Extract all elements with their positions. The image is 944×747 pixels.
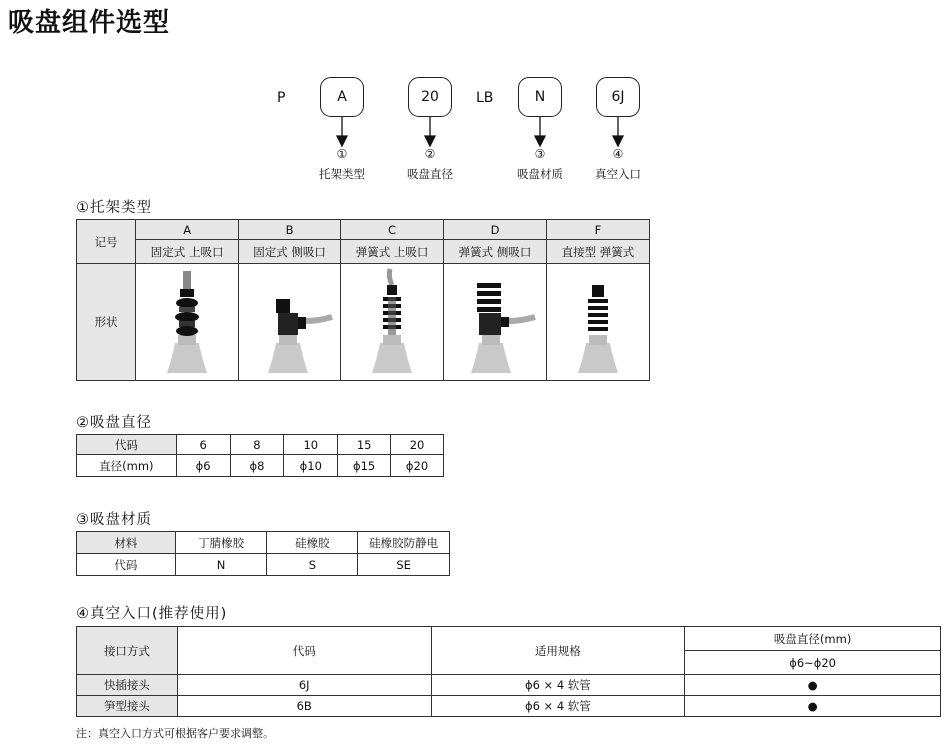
code-arrows xyxy=(0,0,944,160)
code-prefix-p: P xyxy=(277,90,286,106)
vacuum-row-code: 6B xyxy=(177,696,431,717)
caption-num-4: ④ xyxy=(612,147,624,161)
section-heading-diameter: ②吸盘直径 xyxy=(76,415,152,431)
code-box-material: N xyxy=(518,77,562,117)
bracket-image-a xyxy=(136,264,239,381)
diameter-code-cell: 6 xyxy=(176,435,230,455)
caption-num-2: ② xyxy=(424,147,436,161)
bracket-name-b: 固定式 侧吸口 xyxy=(239,240,341,264)
caption-num-3: ③ xyxy=(534,147,546,161)
vacuum-row-spec: ϕ6 × 4 软管 xyxy=(431,696,685,717)
caption-diameter: 吸盘直径 xyxy=(407,167,453,181)
diameter-row-label: 直径(mm) xyxy=(77,455,177,477)
diameter-table xyxy=(76,434,444,477)
vacuum-header-code: 代码 xyxy=(177,627,431,675)
bracket-table xyxy=(76,219,650,381)
caption-material: 吸盘材质 xyxy=(517,167,563,181)
material-code-cell: S xyxy=(267,554,358,576)
bracket-code-a: A xyxy=(136,220,239,240)
code-fixed-lb: LB xyxy=(476,90,494,106)
material-name-cell: 硅橡胶防静电 xyxy=(358,532,450,554)
bracket-code-d: D xyxy=(444,220,547,240)
diameter-header-label: 代码 xyxy=(77,435,177,455)
bracket-code-f: F xyxy=(546,220,649,240)
arrow-down-icon xyxy=(425,136,435,146)
diameter-value-cell: ϕ8 xyxy=(230,455,284,477)
diameter-code-cell: 10 xyxy=(284,435,338,455)
caption-bracket: 托架类型 xyxy=(319,167,365,181)
vacuum-header-method: 接口方式 xyxy=(77,627,178,675)
material-code-cell: SE xyxy=(358,554,450,576)
material-table xyxy=(76,531,450,576)
vacuum-row-spec: ϕ6 × 4 软管 xyxy=(431,675,685,696)
caption-num-1: ① xyxy=(336,147,348,161)
row-label-shape: 形状 xyxy=(77,264,136,381)
diameter-code-cell: 20 xyxy=(391,435,444,455)
code-box-diameter: 20 xyxy=(408,77,452,117)
section-heading-vacuum: ④真空入口(推荐使用) xyxy=(76,606,228,622)
material-name-cell: 硅橡胶 xyxy=(267,532,358,554)
bracket-image-f xyxy=(546,264,649,381)
diameter-value-cell: ϕ10 xyxy=(284,455,338,477)
vacuum-header-spec: 适用规格 xyxy=(431,627,685,675)
vacuum-row-mark: ● xyxy=(685,696,941,717)
section-heading-bracket: ①托架类型 xyxy=(76,200,152,216)
bracket-image-d xyxy=(444,264,547,381)
material-row-label: 代码 xyxy=(77,554,176,576)
bracket-image-c xyxy=(341,264,444,381)
vacuum-table xyxy=(76,626,941,717)
bracket-code-b: B xyxy=(239,220,341,240)
diameter-value-cell: ϕ6 xyxy=(176,455,230,477)
bracket-name-a: 固定式 上吸口 xyxy=(136,240,239,264)
caption-vacuum: 真空入口 xyxy=(595,167,641,181)
bracket-name-c: 弹簧式 上吸口 xyxy=(341,240,444,264)
material-code-cell: N xyxy=(175,554,267,576)
bracket-code-c: C xyxy=(341,220,444,240)
diameter-value-cell: ϕ15 xyxy=(338,455,391,477)
diameter-code-cell: 8 xyxy=(230,435,284,455)
bracket-name-d: 弹簧式 侧吸口 xyxy=(444,240,547,264)
material-header-label: 材料 xyxy=(77,532,176,554)
diameter-code-cell: 15 xyxy=(338,435,391,455)
vacuum-header-diameter: 吸盘直径(mm) xyxy=(685,627,941,651)
page-title: 吸盘组件选型 xyxy=(8,8,171,38)
vacuum-header-range: ϕ6~ϕ20 xyxy=(685,651,941,675)
arrow-down-icon xyxy=(337,136,347,146)
bracket-image-b xyxy=(239,264,341,381)
code-box-vacuum: 6J xyxy=(596,77,640,117)
code-box-bracket: A xyxy=(320,77,364,117)
section-heading-material: ③吸盘材质 xyxy=(76,512,152,528)
vacuum-row-mark: ● xyxy=(685,675,941,696)
vacuum-row-code: 6J xyxy=(177,675,431,696)
arrow-down-icon xyxy=(613,136,623,146)
diameter-value-cell: ϕ20 xyxy=(391,455,444,477)
vacuum-row-method: 快插接头 xyxy=(77,675,178,696)
row-label-code: 记号 xyxy=(77,220,136,264)
bracket-name-f: 直接型 弹簧式 xyxy=(546,240,649,264)
vacuum-row-method: 笋型接头 xyxy=(77,696,178,717)
footnote: 注：真空入口方式可根据客户要求调整。 xyxy=(76,727,274,740)
arrow-down-icon xyxy=(535,136,545,146)
material-name-cell: 丁腈橡胶 xyxy=(175,532,267,554)
